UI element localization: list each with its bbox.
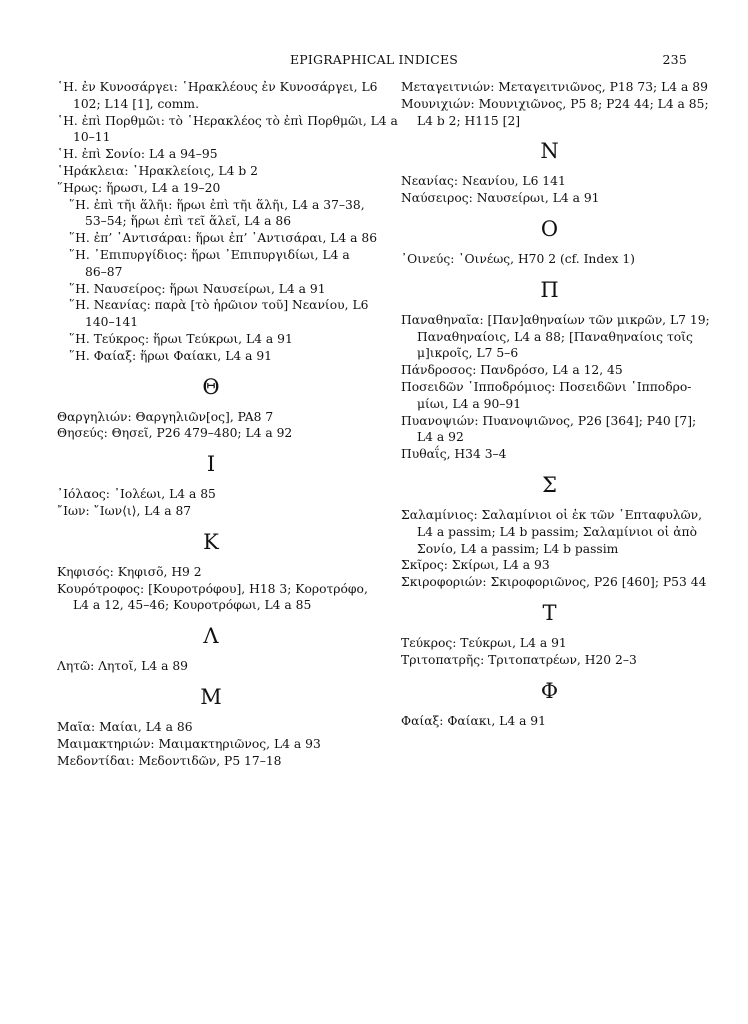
section-letter-heading: Τ — [542, 600, 557, 625]
index-entry-line: μίωι, L4 a 90–91 — [417, 396, 522, 411]
index-entry-line: 53–54; ἥρωι ἐπὶ τεῖ ἅλεῖ, L4 a 86 — [85, 214, 292, 229]
index-entry — [401, 173, 698, 190]
index-subentry — [57, 297, 369, 331]
index-entry-line: Πάνδροσος: Πανδρόσο, L4 a 12, 45 — [401, 363, 623, 378]
index-entry — [401, 190, 698, 207]
index-entry-line: Ποσειδῶν ῾Ιπποδρόμιος: Ποσειδῶνι ῾Ιπποδρο- — [401, 379, 692, 394]
index-entry-line: ῞Ηρως: ἥρωσι, L4 a 19–20 — [57, 180, 221, 195]
index-entry-line: Σκιροφοριών: Σκιροφοριῶνος, P26 [460]; P53 44 — [401, 575, 707, 590]
index-entry — [401, 79, 708, 96]
index-entry — [401, 507, 703, 557]
index-entry-line: Λητῶ: Λητοῖ, L4 a 89 — [57, 659, 189, 674]
index-entry-line: ῾Η. ἐπὶ Πορθμῶι: τὸ ῾Ηερακλέος τὸ ἐπὶ Πορθμῶι, L4 a — [57, 113, 398, 128]
index-entry-line: Κουρότροφος: [Κουροτρόφου], H18 3; Κοροτρόφο, — [57, 581, 368, 596]
index-entry-line: Πυθαΐς, H34 3–4 — [401, 447, 507, 462]
index-entry-line: Πυανοψιών: Πυανοψιῶνος, P26 [364]; P40 [7]; — [401, 413, 697, 428]
index-entry-line: Νεανίας: Νεανίου, L6 141 — [401, 174, 566, 189]
index-entry — [57, 658, 365, 675]
index-entry — [401, 446, 698, 463]
index-entry — [401, 557, 698, 574]
index-entry-line: Μαῖα: Μαίαι, L4 a 86 — [57, 719, 193, 734]
index-entry-line: ῞Η. ἐπὶ τῆι ἅλῆι: ἥρωι ἐπὶ τῆι ἅλῆι, L4 a 37–38, — [69, 197, 365, 212]
index-entry — [57, 79, 378, 113]
index-entry-line: ῞Η. ᾿Επιπυργίδιος: ἥρωι ᾿Επιπυργιδίωι, L4 a — [69, 247, 350, 262]
index-entry-line: Μουνιχιών: Μουνιχιῶνος, P5 8; P24 44; L4 a 85; — [401, 96, 709, 111]
section-letter-heading: Ι — [206, 452, 216, 477]
index-entry — [401, 96, 709, 130]
section-letter-heading: Ο — [540, 216, 559, 241]
index-entry-line: μ]ικροῖς, L7 5–6 — [417, 346, 519, 361]
index-entry — [57, 719, 365, 736]
page-header-title: EPIGRAPHICAL INDICES — [289, 52, 459, 67]
index-entry-line: ᾿Ιόλαος: ᾿Ιολέωι, L4 a 85 — [57, 487, 216, 502]
index-entry-line: Σκῖρος: Σκίρωι, L4 a 93 — [401, 558, 550, 573]
index-entry-line: Τεύκρος: Τεύκρωι, L4 a 91 — [401, 635, 567, 650]
index-entry-line: Παναθηναῖα: [Παν]αθηναίων τῶν μικρῶν, L7 19; — [401, 312, 710, 327]
index-entry-line: Φαίαξ: Φαίακι, L4 a 91 — [401, 713, 546, 728]
index-entry — [57, 425, 365, 442]
index-entry-line: 140–141 — [85, 315, 139, 330]
index-entry-line: ῞Η. Φαίαξ: ἥρωι Φαίακι, L4 a 91 — [69, 348, 273, 363]
index-entry-line: 86–87 — [85, 264, 123, 279]
right-index-column — [401, 79, 710, 729]
index-entry-line: ῎Ιων: ῎Ιων⟨ι⟩, L4 a 87 — [57, 503, 192, 518]
index-entry-line: Μεδοντίδαι: Μεδοντιδῶν, P5 17–18 — [57, 753, 282, 768]
index-entry-line: ῞Η. ἐπ’ ᾿Αντισάραι: ἥρωι ἐπ’ ᾿Αντισάραι, L4 a 86 — [69, 231, 378, 246]
index-entry-line: Σονίο, L4 a passim; L4 b passim — [417, 541, 619, 556]
left-index-column — [57, 79, 398, 769]
section-letter-heading: Μ — [200, 684, 222, 709]
index-entry — [57, 581, 368, 615]
index-entry — [57, 113, 398, 147]
index-subentry — [57, 247, 365, 281]
index-subentry — [57, 331, 365, 348]
index-entry — [401, 574, 707, 591]
index-entry-line: ῾Η. ἐπὶ Σονίο: L4 a 94–95 — [57, 147, 218, 162]
index-entry — [57, 503, 365, 520]
index-entry — [57, 146, 365, 163]
index-entry — [57, 753, 365, 770]
index-entry-line: L4 b 2; H115 [2] — [417, 113, 521, 128]
index-entry-line: Μαιμακτηριών: Μαιμακτηριῶνος, L4 a 93 — [57, 736, 321, 751]
index-entry-line: Θησεύς: Θησεῖ, P26 479–480; L4 a 92 — [57, 426, 293, 441]
index-entry-line: L4 a 92 — [417, 430, 464, 445]
section-letter-heading: Σ — [542, 472, 557, 497]
index-entry-line: ῾Ηράκλεια: ῾Ηρακλείοις, L4 b 2 — [57, 163, 258, 178]
index-entry-line: Σαλαμίνιος: Σαλαμίνιοι οἱ ἐκ τῶν ῾Επταφυλῶν, — [401, 507, 703, 522]
index-entry-line: 102; L14 [1], comm. — [73, 96, 200, 111]
section-letter-heading: Φ — [540, 678, 559, 703]
index-entry-line: ῾Η. ἐν Κυνοσάργει: ῾Ηρακλέους ἐν Κυνοσάργει, L6 — [57, 80, 378, 94]
index-entry — [401, 713, 698, 730]
index-entry — [57, 486, 365, 503]
index-entry-line: 10–11 — [73, 130, 111, 145]
section-letter-heading: Κ — [203, 529, 219, 554]
index-entry — [57, 180, 365, 197]
index-entry — [401, 312, 710, 362]
index-entry — [401, 379, 698, 413]
index-subentry — [57, 230, 378, 247]
index-entry — [401, 251, 698, 268]
index-subentry — [57, 197, 365, 231]
index-entry — [57, 163, 365, 180]
index-subentry — [57, 281, 365, 298]
index-entry-line: Τριτοπατρῆς: Τριτοπατρέων, H20 2–3 — [401, 652, 637, 667]
index-entry-line: ῞Η. Νεανίας: παρὰ [τὸ ἡρῶιον τοῦ] Νεανίου, L6 — [69, 298, 369, 313]
section-letter-heading: Ν — [540, 139, 559, 164]
index-entry-line: Θαργηλιών: Θαργηλιῶν[ος], PA8 7 — [57, 409, 274, 424]
index-entry-line: Κηφισός: Κηφισõ, H9 2 — [57, 564, 202, 579]
index-entry-line: ῞Η. Ναυσείρος: ἥρωι Ναυσείρωι, L4 a 91 — [69, 281, 326, 296]
index-entry — [401, 652, 698, 669]
index-entry-line: L4 a passim; L4 b passim; Σαλαμίνιοι οἱ ἀπὸ — [417, 524, 698, 539]
index-entry-line: L4 a 12, 45–46; Κουροτρόφωι, L4 a 85 — [73, 598, 312, 613]
index-subentry — [57, 348, 365, 365]
section-letter-heading: Λ — [203, 624, 219, 649]
page-number: 235 — [662, 52, 687, 67]
index-entry — [57, 736, 365, 753]
index-entry-line: Μεταγειτνιών: Μεταγειτνιῶνος, P18 73; L4 a 89 — [401, 80, 708, 94]
index-entry — [57, 409, 365, 426]
index-entry-line: Παναθηναίοις, L4 a 88; [Παναθηναίοις τοῖς — [417, 329, 693, 344]
section-letter-heading: Θ — [202, 374, 220, 399]
index-entry — [57, 564, 365, 581]
index-entry — [401, 635, 698, 652]
section-letter-heading: Π — [540, 277, 559, 302]
index-entry — [401, 362, 698, 379]
index-entry — [401, 413, 698, 447]
index-entry-line: Ναύσειρος: Ναυσείρωι, L4 a 91 — [401, 191, 600, 206]
index-entry-line: ῞Η. Τεύκρος: ἥρωι Τεύκρωι, L4 a 91 — [69, 331, 293, 346]
index-entry-line: ᾿Οινεύς: ᾿Οινέως, H70 2 (cf. Index 1) — [401, 251, 635, 266]
